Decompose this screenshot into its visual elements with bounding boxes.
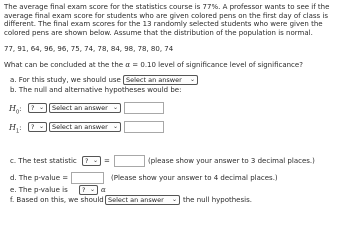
- h1-answer-value: Select an answer: [52, 123, 108, 131]
- h0-symbol: H: [9, 104, 16, 113]
- part-c-label: c. The test statistic: [10, 157, 77, 165]
- h1-sign-select[interactable]: [28, 122, 47, 132]
- h1-sign-value: ?: [31, 123, 35, 131]
- significance-question: [4, 61, 303, 69]
- part-b-label: b. The null and alternative hypotheses would be:: [10, 86, 182, 94]
- study-type-select[interactable]: [123, 75, 198, 85]
- conclusion-value: Select an answer: [108, 196, 164, 204]
- h1-label: [9, 123, 22, 134]
- part-f-label: f. Based on this, we should: [10, 196, 104, 204]
- p-value-input[interactable]: [71, 172, 104, 184]
- p-value-note: (Please show your answer to 4 decimal places.): [111, 174, 278, 182]
- alpha-symbol: α: [125, 61, 131, 69]
- question-suffix: = 0.10 level of significance level of significance?: [132, 61, 303, 69]
- h0-sign-select[interactable]: [28, 103, 47, 113]
- chevron-down-icon: ⌄: [171, 196, 177, 203]
- h1-answer-select[interactable]: [49, 122, 121, 132]
- chevron-down-icon: ⌄: [92, 157, 98, 164]
- data-values: 77, 91, 64, 96, 96, 75, 74, 78, 84, 98, 78, 80, 74: [4, 45, 174, 53]
- h1-subscript: 1: [15, 128, 20, 135]
- h0-answer-value: Select an answer: [52, 104, 108, 112]
- part-a-label: a. For this study, we should use: [10, 76, 121, 84]
- conclusion-select[interactable]: [105, 195, 180, 205]
- test-statistic-equals: =: [104, 157, 110, 165]
- h0-colon: :: [19, 105, 22, 113]
- h0-label: [9, 104, 22, 115]
- problem-intro: The average final exam score for the statistics course is 77%. A professor wants to see if the average final exam score for students who are given colored pens on the first day of class is different. The final exam scores for the 13 randomly selected students who were given the colored pens are shown below. Assume that the distribution of the population is normal.: [4, 3, 330, 37]
- h1-value-input[interactable]: [124, 121, 164, 133]
- h1-colon: :: [19, 124, 22, 132]
- test-statistic-input[interactable]: [114, 155, 145, 167]
- part-e-label: e. The p-value is: [10, 186, 68, 194]
- part-f-suffix: the null hypothesis.: [183, 196, 252, 204]
- study-type-value: Select an answer: [126, 76, 182, 84]
- chevron-down-icon: ⌄: [38, 123, 44, 130]
- part-d-label: d. The p-value =: [10, 174, 69, 182]
- question-prefix: What can be concluded at the the: [4, 61, 124, 69]
- chevron-down-icon: ⌄: [38, 104, 44, 111]
- chevron-down-icon: ⌄: [189, 76, 195, 83]
- p-value-comparison-select[interactable]: [79, 185, 98, 195]
- p-value-comparison-value: ?: [82, 186, 86, 194]
- test-statistic-select[interactable]: [82, 156, 101, 166]
- test-statistic-note: (please show your answer to 3 decimal places.): [148, 157, 315, 165]
- chevron-down-icon: ⌄: [89, 186, 95, 193]
- part-e-alpha: α: [101, 186, 106, 194]
- h1-symbol: H: [9, 123, 16, 132]
- h0-value-input[interactable]: [124, 102, 164, 114]
- h0-sign-value: ?: [31, 104, 35, 112]
- chevron-down-icon: ⌄: [112, 123, 118, 130]
- test-statistic-type-value: ?: [85, 157, 89, 165]
- h0-answer-select[interactable]: [49, 103, 121, 113]
- chevron-down-icon: ⌄: [112, 104, 118, 111]
- h0-subscript: 0: [15, 109, 20, 116]
